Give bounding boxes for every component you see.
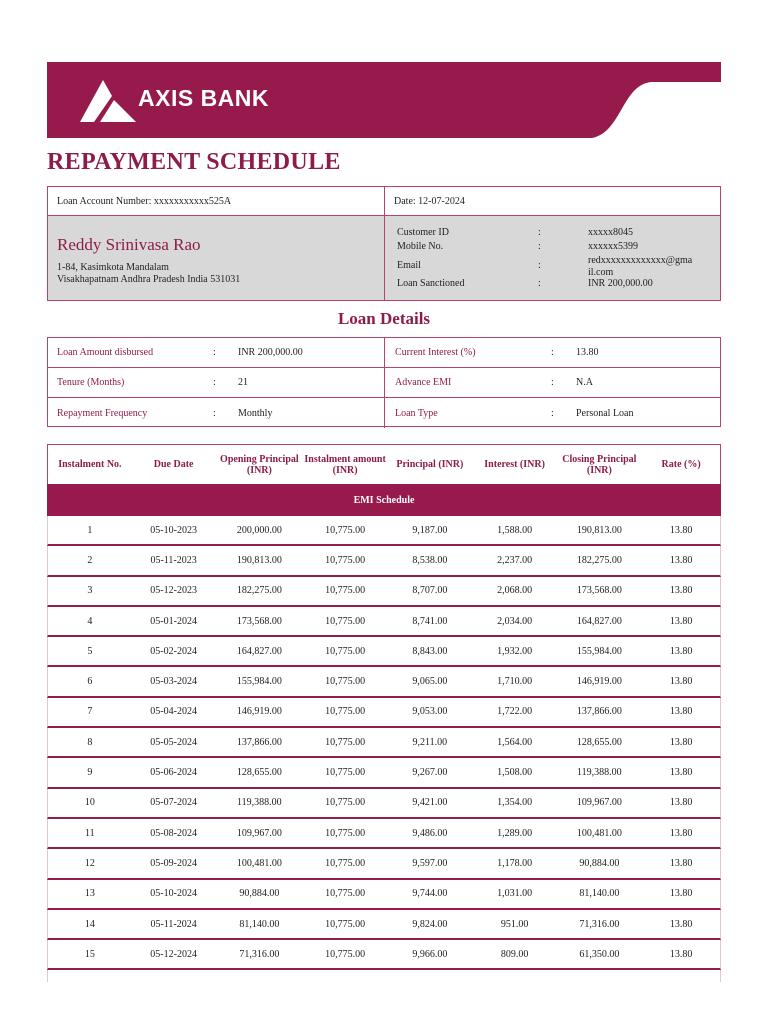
column-header: Closing Principal (INR) [562, 453, 637, 476]
cell-closing-principal: 90,884.00 [579, 857, 620, 869]
table-row [47, 637, 721, 667]
cell-closing-principal: 128,655.00 [576, 736, 622, 748]
cell-principal: 9,421.00 [412, 797, 448, 809]
column-header: Instalment No. [58, 459, 122, 470]
cell-opening-principal: 90,884.00 [239, 888, 280, 900]
table-row [47, 546, 721, 576]
loan-field-label: Repayment Frequency [57, 407, 148, 419]
cell-opening-principal: 100,481.00 [236, 857, 282, 869]
cell-closing-principal: 190,813.00 [576, 524, 622, 536]
cell-opening-principal: 81,140.00 [239, 918, 280, 930]
cell-due-date: 05-10-2024 [150, 888, 197, 900]
loan-field-right [385, 338, 720, 367]
cell-due-date: 05-05-2024 [150, 736, 197, 748]
cell-closing-principal: 119,388.00 [577, 767, 622, 779]
loan-field-right [385, 368, 720, 397]
customer-fields [385, 216, 720, 300]
cell-instalment-no: 8 [87, 736, 93, 748]
cell-due-date: 05-11-2023 [150, 554, 197, 566]
cell-principal: 9,744.00 [412, 888, 448, 900]
cell-instalment-amount: 10,775.00 [325, 767, 366, 779]
table-row [47, 819, 721, 849]
cell-interest: 1,710.00 [497, 676, 533, 688]
page-title: REPAYMENT SCHEDULE [47, 149, 341, 175]
loan-field-separator: : [213, 347, 216, 358]
brand-name: AXIS BANK [138, 84, 270, 111]
axis-bank-logo-icon [80, 78, 136, 122]
customer-identity [48, 216, 385, 300]
cell-principal: 8,741.00 [412, 615, 448, 627]
cell-interest: 1,354.00 [497, 797, 533, 809]
column-header: Principal (INR) [396, 459, 464, 470]
cell-instalment-amount: 10,775.00 [325, 736, 366, 748]
loan-field-left [48, 338, 385, 367]
cell-due-date: 05-03-2024 [150, 676, 197, 688]
cell-rate: 13.80 [669, 948, 693, 960]
cell-instalment-no: 4 [87, 615, 93, 627]
cell-instalment-amount: 10,775.00 [325, 676, 366, 688]
loan-field-label: Advance EMI [395, 377, 452, 388]
loan-account-number: Loan Account Number: xxxxxxxxxxx525A [48, 187, 385, 215]
emi-table-body [47, 516, 721, 970]
table-continuation [47, 970, 721, 982]
loan-field-value: 21 [238, 377, 248, 388]
cell-opening-principal: 128,655.00 [236, 767, 282, 779]
cell-principal: 9,187.00 [412, 524, 448, 536]
field-label: Email [397, 260, 421, 271]
customer-address-line-2: Visakhapatnam Andhra Pradesh India 531031 [57, 274, 241, 285]
cell-instalment-amount: 10,775.00 [325, 797, 366, 809]
table-row [47, 667, 721, 697]
cell-due-date: 05-12-2023 [150, 585, 197, 597]
loan-field-separator: : [551, 347, 554, 358]
cell-closing-principal: 109,967.00 [576, 797, 622, 809]
cell-opening-principal: 200,000.00 [236, 524, 282, 536]
column-header: Due Date [153, 459, 194, 470]
cell-instalment-amount: 10,775.00 [325, 524, 366, 536]
cell-interest: 2,237.00 [497, 554, 533, 566]
cell-instalment-amount: 10,775.00 [325, 827, 366, 839]
cell-instalment-amount: 10,775.00 [325, 706, 366, 718]
loan-field-value: N.A [576, 377, 593, 388]
cell-interest: 1,564.00 [497, 736, 533, 748]
table-row [47, 880, 721, 910]
cell-instalment-amount: 10,775.00 [325, 585, 366, 597]
column-header: Opening Principal (INR) [220, 453, 299, 476]
cell-instalment-amount: 10,775.00 [325, 888, 366, 900]
cell-interest: 1,178.00 [497, 857, 533, 869]
cell-principal: 8,843.00 [412, 645, 448, 657]
loan-details-row [48, 398, 720, 428]
column-header: Instalment amount (INR) [304, 453, 386, 476]
statement-date: Date: 12-07-2024 [394, 195, 465, 207]
cell-instalment-amount: 10,775.00 [325, 615, 366, 627]
cell-closing-principal: 173,568.00 [576, 585, 622, 597]
cell-interest: 2,068.00 [497, 585, 533, 597]
cell-instalment-no: 2 [87, 554, 93, 566]
axis-bank-logo [80, 78, 269, 122]
loan-details-title: Loan Details [337, 309, 431, 328]
cell-instalment-no: 11 [85, 827, 95, 839]
cell-principal: 8,707.00 [412, 585, 448, 597]
emi-table-header [47, 444, 721, 484]
cell-due-date: 05-08-2024 [150, 827, 197, 839]
loan-field-value: Personal Loan [576, 407, 634, 419]
cell-due-date: 05-01-2024 [150, 615, 197, 627]
cell-rate: 13.80 [669, 767, 693, 779]
field-label: Customer ID [397, 227, 449, 238]
field-mobile [397, 241, 720, 253]
cell-due-date: 05-02-2024 [150, 645, 197, 657]
cell-opening-principal: 182,275.00 [236, 585, 282, 597]
loan-field-label: Loan Type [395, 407, 438, 419]
loan-details-grid [47, 337, 721, 427]
loan-field-left [48, 368, 385, 397]
cell-closing-principal: 164,827.00 [576, 615, 622, 627]
cell-rate: 13.80 [669, 918, 693, 930]
cell-interest: 2,034.00 [497, 615, 533, 627]
field-value: xxxxx8045 [588, 227, 633, 238]
cell-principal: 9,053.00 [412, 706, 448, 718]
cell-instalment-no: 7 [87, 706, 93, 718]
loan-field-label: Tenure (Months) [57, 377, 125, 388]
loan-field-value: Monthly [238, 407, 273, 419]
cell-closing-principal: 146,919.00 [576, 676, 622, 688]
column-header: Rate (%) [661, 459, 701, 470]
cell-instalment-no: 5 [87, 645, 93, 657]
cell-rate: 13.80 [669, 857, 693, 869]
cell-rate: 13.80 [669, 615, 693, 627]
cell-due-date: 05-09-2024 [150, 857, 197, 869]
cell-due-date: 05-06-2024 [150, 767, 197, 779]
cell-opening-principal: 71,316.00 [239, 948, 280, 960]
table-row [47, 910, 721, 940]
cell-instalment-no: 13 [84, 888, 95, 900]
cell-principal: 9,824.00 [412, 918, 448, 930]
cell-opening-principal: 155,984.00 [236, 676, 282, 688]
column-header: Interest (INR) [484, 459, 545, 470]
loan-field-separator: : [213, 377, 216, 388]
field-email [397, 255, 720, 279]
cell-instalment-no: 1 [87, 524, 93, 536]
cell-rate: 13.80 [669, 645, 693, 657]
loan-field-left [48, 398, 385, 428]
cell-interest: 1,289.00 [497, 827, 533, 839]
table-row [47, 758, 721, 788]
table-row [47, 698, 721, 728]
cell-rate: 13.80 [669, 797, 693, 809]
cell-instalment-amount: 10,775.00 [325, 918, 366, 930]
cell-due-date: 05-07-2024 [150, 797, 197, 809]
cell-interest: 1,031.00 [497, 888, 533, 900]
loan-field-value: 13.80 [576, 347, 599, 358]
cell-instalment-no: 9 [87, 767, 93, 779]
field-label: Mobile No. [397, 241, 444, 252]
account-info-row [47, 186, 721, 216]
cell-rate: 13.80 [669, 676, 693, 688]
cell-principal: 9,597.00 [412, 857, 448, 869]
cell-closing-principal: 100,481.00 [576, 827, 622, 839]
field-value: redxxxxxxxxxxxxx@gmail.com [588, 255, 693, 278]
table-row [47, 940, 721, 970]
cell-instalment-no: 10 [84, 797, 95, 809]
cell-rate: 13.80 [669, 736, 693, 748]
field-separator: : [538, 241, 541, 252]
field-value: INR 200,000.00 [588, 278, 653, 289]
cell-closing-principal: 137,866.00 [576, 706, 622, 718]
cell-closing-principal: 61,350.00 [579, 948, 620, 960]
cell-closing-principal: 155,984.00 [576, 645, 622, 657]
field-separator: : [538, 278, 541, 289]
cell-due-date: 05-10-2023 [150, 524, 197, 536]
loan-field-right [385, 398, 720, 428]
cell-principal: 9,267.00 [412, 767, 448, 779]
emi-schedule-table [47, 444, 721, 982]
customer-address-line-1: 1-84, Kasimkota Mandalam [57, 262, 169, 273]
field-customer-id [397, 227, 720, 239]
cell-interest: 809.00 [500, 948, 529, 960]
table-row [47, 789, 721, 819]
cell-opening-principal: 164,827.00 [236, 645, 282, 657]
cell-interest: 1,508.00 [497, 767, 533, 779]
cell-principal: 9,966.00 [412, 948, 448, 960]
emi-schedule-band: EMI Schedule [47, 484, 721, 516]
cell-rate: 13.80 [669, 554, 693, 566]
cell-opening-principal: 173,568.00 [236, 615, 282, 627]
customer-details-panel [47, 215, 721, 301]
loan-field-label: Loan Amount disbursed [57, 347, 154, 358]
cell-opening-principal: 190,813.00 [236, 554, 282, 566]
field-separator: : [538, 227, 541, 238]
loan-field-separator: : [551, 377, 554, 388]
cell-instalment-amount: 10,775.00 [325, 554, 366, 566]
cell-interest: 1,722.00 [497, 706, 533, 718]
loan-field-separator: : [213, 407, 216, 419]
cell-opening-principal: 109,967.00 [236, 827, 282, 839]
cell-due-date: 05-04-2024 [150, 706, 197, 718]
cell-opening-principal: 137,866.00 [236, 736, 282, 748]
cell-rate: 13.80 [669, 888, 693, 900]
loan-details-row [48, 338, 720, 368]
cell-rate: 13.80 [669, 585, 693, 597]
cell-closing-principal: 81,140.00 [579, 888, 620, 900]
cell-principal: 9,486.00 [412, 827, 448, 839]
cell-closing-principal: 182,275.00 [576, 554, 622, 566]
cell-instalment-no: 12 [84, 857, 95, 869]
table-row [47, 607, 721, 637]
cell-principal: 9,211.00 [412, 736, 448, 748]
cell-closing-principal: 71,316.00 [579, 918, 620, 930]
table-row [47, 516, 721, 546]
cell-instalment-no: 15 [84, 948, 95, 960]
cell-interest: 951.00 [500, 918, 529, 930]
cell-opening-principal: 119,388.00 [237, 797, 282, 809]
loan-field-value: INR 200,000.00 [238, 347, 303, 358]
table-row [47, 577, 721, 607]
cell-interest: 1,932.00 [497, 645, 533, 657]
table-row [47, 728, 721, 758]
loan-field-label: Current Interest (%) [395, 347, 476, 358]
cell-rate: 13.80 [669, 706, 693, 718]
field-separator: : [538, 260, 541, 271]
cell-instalment-no: 6 [87, 676, 93, 688]
cell-rate: 13.80 [669, 524, 693, 536]
cell-rate: 13.80 [669, 827, 693, 839]
cell-instalment-amount: 10,775.00 [325, 645, 366, 657]
cell-principal: 9,065.00 [412, 676, 448, 688]
cell-instalment-amount: 10,775.00 [325, 948, 366, 960]
field-value: xxxxxx5399 [588, 241, 638, 252]
field-label: Loan Sanctioned [397, 278, 465, 289]
field-loan-sanctioned [397, 278, 720, 290]
cell-opening-principal: 146,919.00 [236, 706, 282, 718]
customer-name: Reddy Srinivasa Rao [57, 235, 201, 254]
table-row [47, 849, 721, 879]
cell-principal: 8,538.00 [412, 554, 448, 566]
cell-due-date: 05-12-2024 [150, 948, 197, 960]
loan-field-separator: : [551, 407, 554, 419]
cell-due-date: 05-11-2024 [150, 918, 197, 930]
loan-details-row [48, 368, 720, 398]
cell-interest: 1,588.00 [497, 524, 533, 536]
cell-instalment-amount: 10,775.00 [325, 857, 366, 869]
cell-instalment-no: 3 [87, 585, 93, 597]
cell-instalment-no: 14 [84, 918, 95, 930]
